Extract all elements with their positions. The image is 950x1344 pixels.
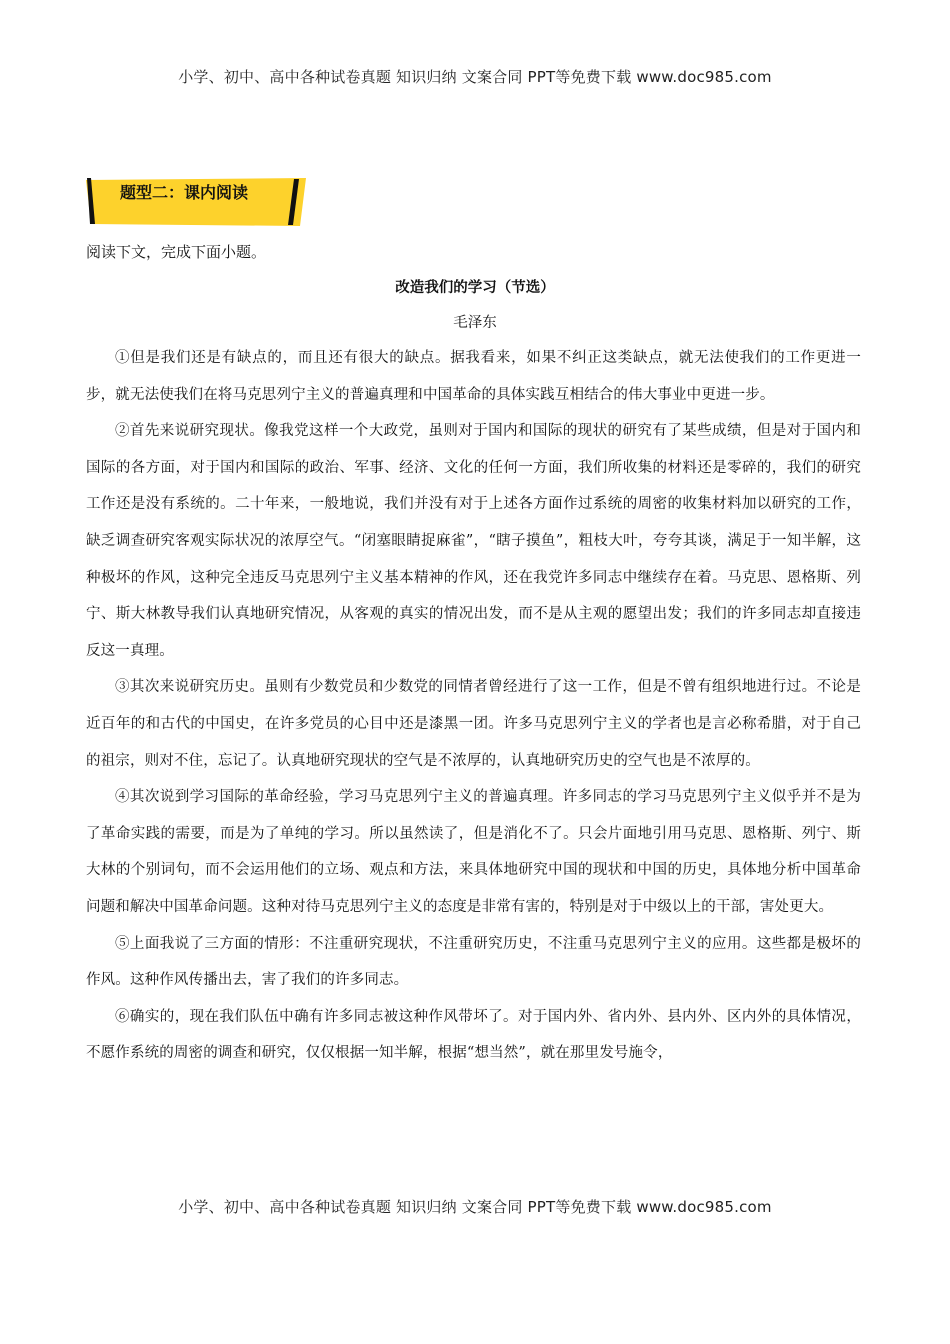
article-paragraph-1: ①但是我们还是有缺点的，而且还有很大的缺点。据我看来，如果不纠正这类缺点，就无法使我们的工作更进一步，就无法使我们在将马克思列宁主义的普遍真理和中国革命的具体实践互相结合的伟大事业中更进一步。 [86,350,861,403]
page-footer-ad: 小学、初中、高中各种试卷真题 知识归纳 文案合同 PPT等免费下载 www.doc985.com [178,1198,772,1216]
section-tag-label: 题型二：课内阅读 [120,183,249,202]
article-author: 毛泽东 [453,315,497,331]
article-paragraph-5: ⑤上面我说了三方面的情形：不注重研究现状，不注重研究历史，不注重马克思列宁主义的应用。这些都是极坏的作风。这种作风传播出去，害了我们的许多同志。 [86,935,861,989]
article-paragraph-3: ③其次来说研究历史。虽则有少数党员和少数党的同情者曾经进行了这一工作，但是不曾有组织地进行过。不论是近百年的和古代的中国史，在许多党员的心目中还是漆黑一团。许多马克思列宁主义的学者也是言必称希腊，对于自己的祖宗，则对不住，忘记了。认真地研究现状的空气是不浓厚的，认真地研究历史的空气也是不浓厚的。 [86,679,861,769]
section-tag [86,178,306,226]
article-body [86,340,861,1072]
page-header-ad: 小学、初中、高中各种试卷真题 知识归纳 文案合同 PPT等免费下载 www.doc985.com [178,68,772,86]
article-paragraph-4: ④其次说到学习国际的革命经验，学习马克思列宁主义的普遍真理。许多同志的学习马克思列宁主义似乎并不是为了革命实践的需要，而是为了单纯的学习。所以虽然读了，但是消化不了。只会片面地引用马克思、恩格斯、列宁、斯大林的个别词句，而不会运用他们的立场、观点和方法，来具体地研究中国的现状和中国的历史，具体地分析中国革命问题和解决中国革命问题。这种对待马克思列宁主义的态度是非常有害的，特别是对于中级以上的干部，害处更大。 [86,789,861,915]
reading-instruction: 阅读下文，完成下面小题。 [86,243,267,261]
article-title: 改造我们的学习（节选） [395,279,555,296]
article-paragraph-2: ②首先来说研究现状。像我党这样一个大政党，虽则对于国内和国际的现状的研究有了某些成绩，但是对于国内和国际的各方面，对于国内和国际的政治、军事、经济、文化的任何一方面，我们所收集的材料还是零碎的，我们的研究工作还是没有系统的。二十年来，一般地说，我们并没有对于上述各方面作过系统的周密的收集材料加以研究的工作，缺乏调查研究客观实际状况的浓厚空气。“闭塞眼睛捉麻雀”，“瞎子摸鱼”，粗枝大叶，夸夸其谈，满足于一知半解，这种极坏的作风，这种完全违反马克思列宁主义基本精神的作风，还在我党许多同志中继续存在着。马克思、恩格斯、列宁、斯大林教导我们认真地研究情况，从客观的真实的情况出发，而不是从主观的愿望出发；我们的许多同志却直接违反这一真理。 [86,423,861,659]
article-paragraph-6: ⑥确实的，现在我们队伍中确有许多同志被这种作风带坏了。对于国内外、省内外、县内外、区内外的具体情况，不愿作系统的周密的调查和研究，仅仅根据一知半解，根据“想当然”，就在那里发号施令， [86,1008,861,1062]
